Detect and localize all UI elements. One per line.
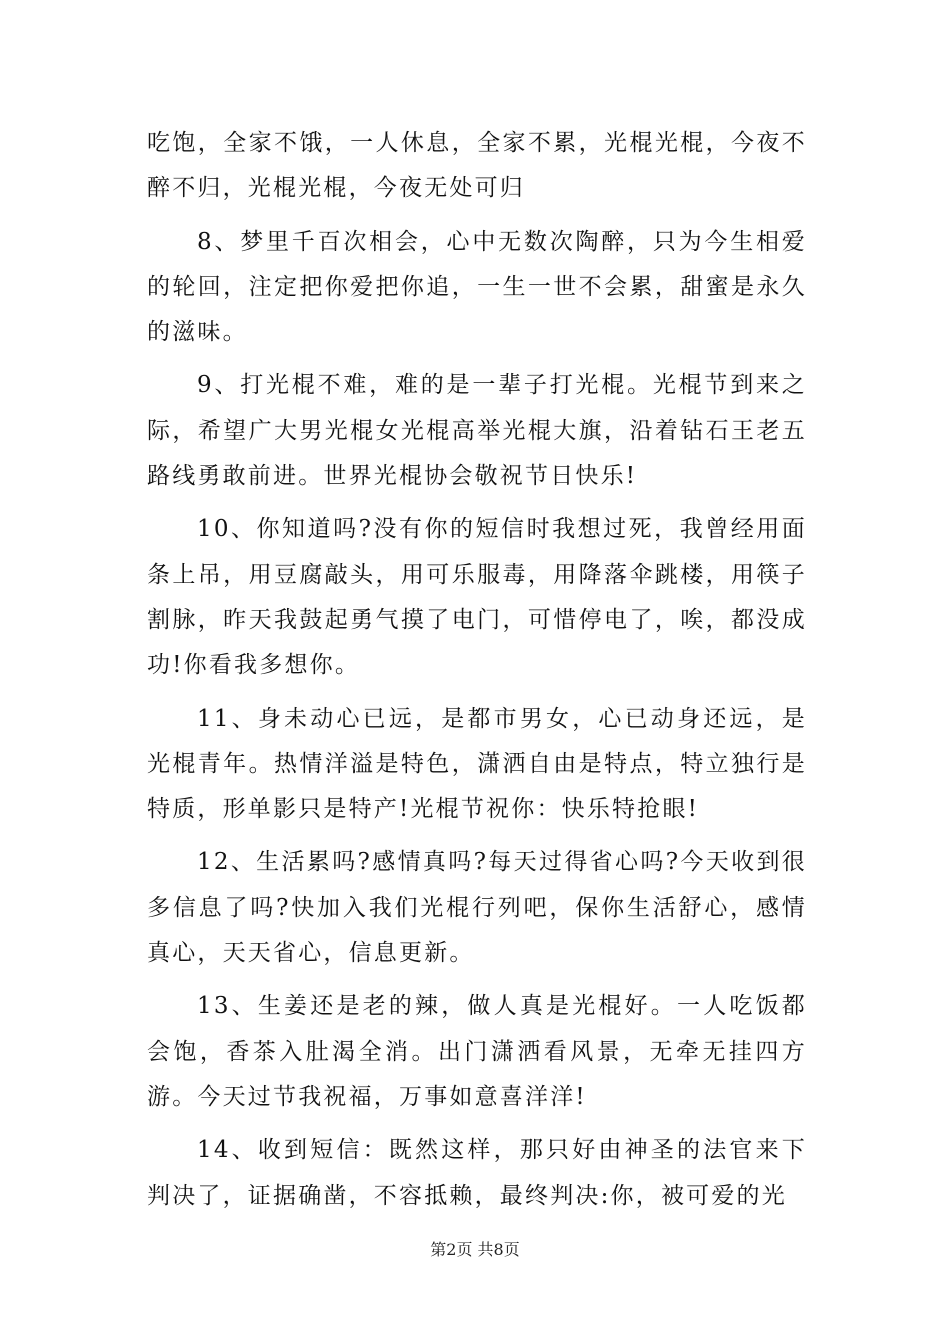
paragraph-continuation: 吃饱，全家不饿，一人休息，全家不累，光棍光棍，今夜不醉不归，光棍光棍，今夜无处可归 xyxy=(147,130,807,202)
paragraph-item-14: 14、收到短信：既然这样，那只好由神圣的法官来下判决了，证据确凿，不容抵赖，最终判决:你，被可爱的光 xyxy=(147,1137,807,1209)
paragraph-item-9: 9、打光棍不难，难的是一辈子打光棍。光棍节到来之际，希望广大男光棍女光棍高举光棍大旗，沿着钻石王老五路线勇敢前进。世界光棍协会敬祝节日快乐! xyxy=(147,372,807,490)
document-body xyxy=(147,121,807,1227)
paragraph-item-11: 11、身未动心已远，是都市男女，心已动身还远，是光棍青年。热情洋溢是特色，潇洒自由是特点，特立独行是特质，形单影只是特产!光棍节祝你：快乐特抢眼! xyxy=(147,705,807,823)
paragraph-item-13: 13、生姜还是老的辣，做人真是光棍好。一人吃饭都会饱，香茶入肚渴全消。出门潇洒看风景，无牵无挂四方游。今天过节我祝福，万事如意喜洋洋! xyxy=(147,993,807,1110)
paragraph-item-8: 8、梦里千百次相会，心中无数次陶醉，只为今生相爱的轮回，注定把你爱把你追，一生一世不会累，甜蜜是永久的滋味。 xyxy=(147,228,807,346)
paragraph-item-10: 10、你知道吗?没有你的短信时我想过死，我曾经用面条上吊，用豆腐敲头，用可乐服毒，用降落伞跳楼，用筷子割脉，昨天我鼓起勇气摸了电门，可惜停电了，唉，都没成功!你看我多想你。 xyxy=(147,516,807,679)
page-number-footer: 第2页 共8页 xyxy=(430,1240,520,1259)
paragraph-item-12: 12、生活累吗?感情真吗?每天过得省心吗?今天收到很多信息了吗?快加入我们光棍行列吧，保你生活舒心，感情真心，天天省心，信息更新。 xyxy=(147,849,807,967)
